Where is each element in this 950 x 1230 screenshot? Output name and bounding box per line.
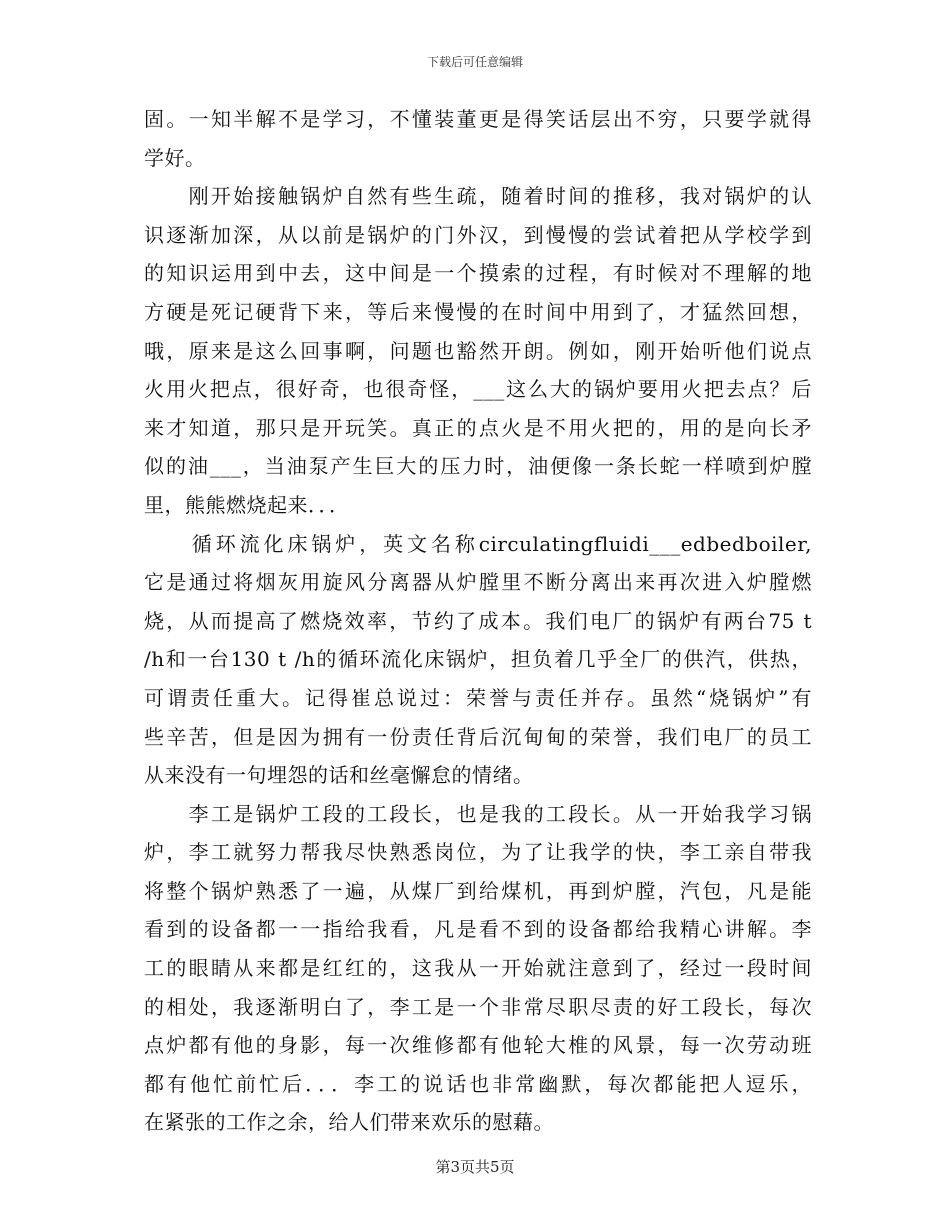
body-text-line: 炉，李工就努力帮我尽快熟悉岗位，为了让我学的快，李工亲自带我 [144, 840, 812, 865]
body-text-line: 里，熊熊燃烧起来．．． [144, 492, 350, 517]
body-text-line: 李工是锅炉工段的工段长，也是我的工段长。从一开始我学习锅 [144, 801, 812, 826]
body-text-line: 将整个锅炉熟悉了一遍，从煤厂到给煤机，再到炉膛，汽包，凡是能 [144, 878, 812, 903]
body-text-line: 从来没有一句埋怨的话和丝毫懈怠的情绪。 [144, 763, 534, 788]
body-text-line: 工的眼睛从来都是红红的，这我从一开始就注意到了，经过一段时间 [144, 956, 812, 981]
body-text-line: 些辛苦，但是因为拥有一份责任背后沉甸甸的荣誉，我们电厂的员工 [144, 724, 812, 749]
page-header: 下载后可任意编辑 [426, 55, 523, 69]
body-text-line: 固。一知半解不是学习，不懂装董更是得笑话层出不穷，只要学就得 [144, 107, 812, 131]
body-text-line: 哦，原来是这么回事啊，问题也豁然开朗。例如，刚开始听他们说点 [144, 338, 812, 363]
body-text-line: 的知识运用到中去，这中间是一个摸索的过程，有时候对不理解的地 [144, 261, 812, 286]
body-text-line: 可谓责任重大。记得崔总说过：荣誉与责任并存。虽然“烧锅炉”有 [144, 685, 812, 710]
page-footer: 第3页共5页 [435, 1158, 515, 1176]
body-text-line: 烧，从而提高了燃烧效率，节约了成本。我们电厂的锅炉有两台75 t [144, 608, 812, 633]
body-text-line: 刚开始接触锅炉自然有些生疏，随着时间的推移，我对锅炉的认 [144, 184, 812, 209]
body-text-line: 火用火把点，很好奇，也很奇怪，___这么大的锅炉要用火把去点？后 [144, 377, 812, 402]
body-text-line: 方硬是死记硬背下来，等后来慢慢的在时间中用到了，才猛然回想， [144, 299, 812, 324]
document-body [144, 100, 812, 1142]
body-text-line: 循环流化床锅炉，英文名称circulatingfluidi___edbedboiler, [144, 531, 812, 556]
body-text-line: 都有他忙前忙后．．．李工的说话也非常幽默，每次都能把人逗乐， [144, 1071, 812, 1096]
body-text-line: 似的油___，当油泵产生巨大的压力时，油便像一条长蛇一样喷到炉膛 [144, 454, 812, 479]
body-text-line: 的相处，我逐渐明白了，李工是一个非常尽职尽责的好工段长，每次 [144, 994, 812, 1019]
body-text-line: 它是通过将烟灰用旋风分离器从炉膛里不断分离出来再次进入炉膛燃 [144, 570, 812, 595]
body-text-line: 来才知道，那只是开玩笑。真正的点火是不用火把的，用的是向长矛 [144, 415, 812, 440]
body-text-line: 学好。 [144, 145, 206, 170]
body-text-line: 在紧张的工作之余，给人们带来欢乐的慰藉。 [144, 1110, 554, 1135]
body-text-line: 点炉都有他的身影，每一次维修都有他轮大椎的风景，每一次劳动班 [144, 1033, 812, 1058]
body-text-line: /h和一台130 t /h的循环流化床锅炉，担负着几乎全厂的供汽，供热， [144, 647, 812, 672]
body-text-line: 识逐渐加深，从以前是锅炉的门外汉，到慢慢的尝试着把从学校学到 [144, 222, 812, 247]
body-text-line: 看到的设备都一一指给我看，凡是看不到的设备都给我精心讲解。李 [144, 917, 812, 942]
